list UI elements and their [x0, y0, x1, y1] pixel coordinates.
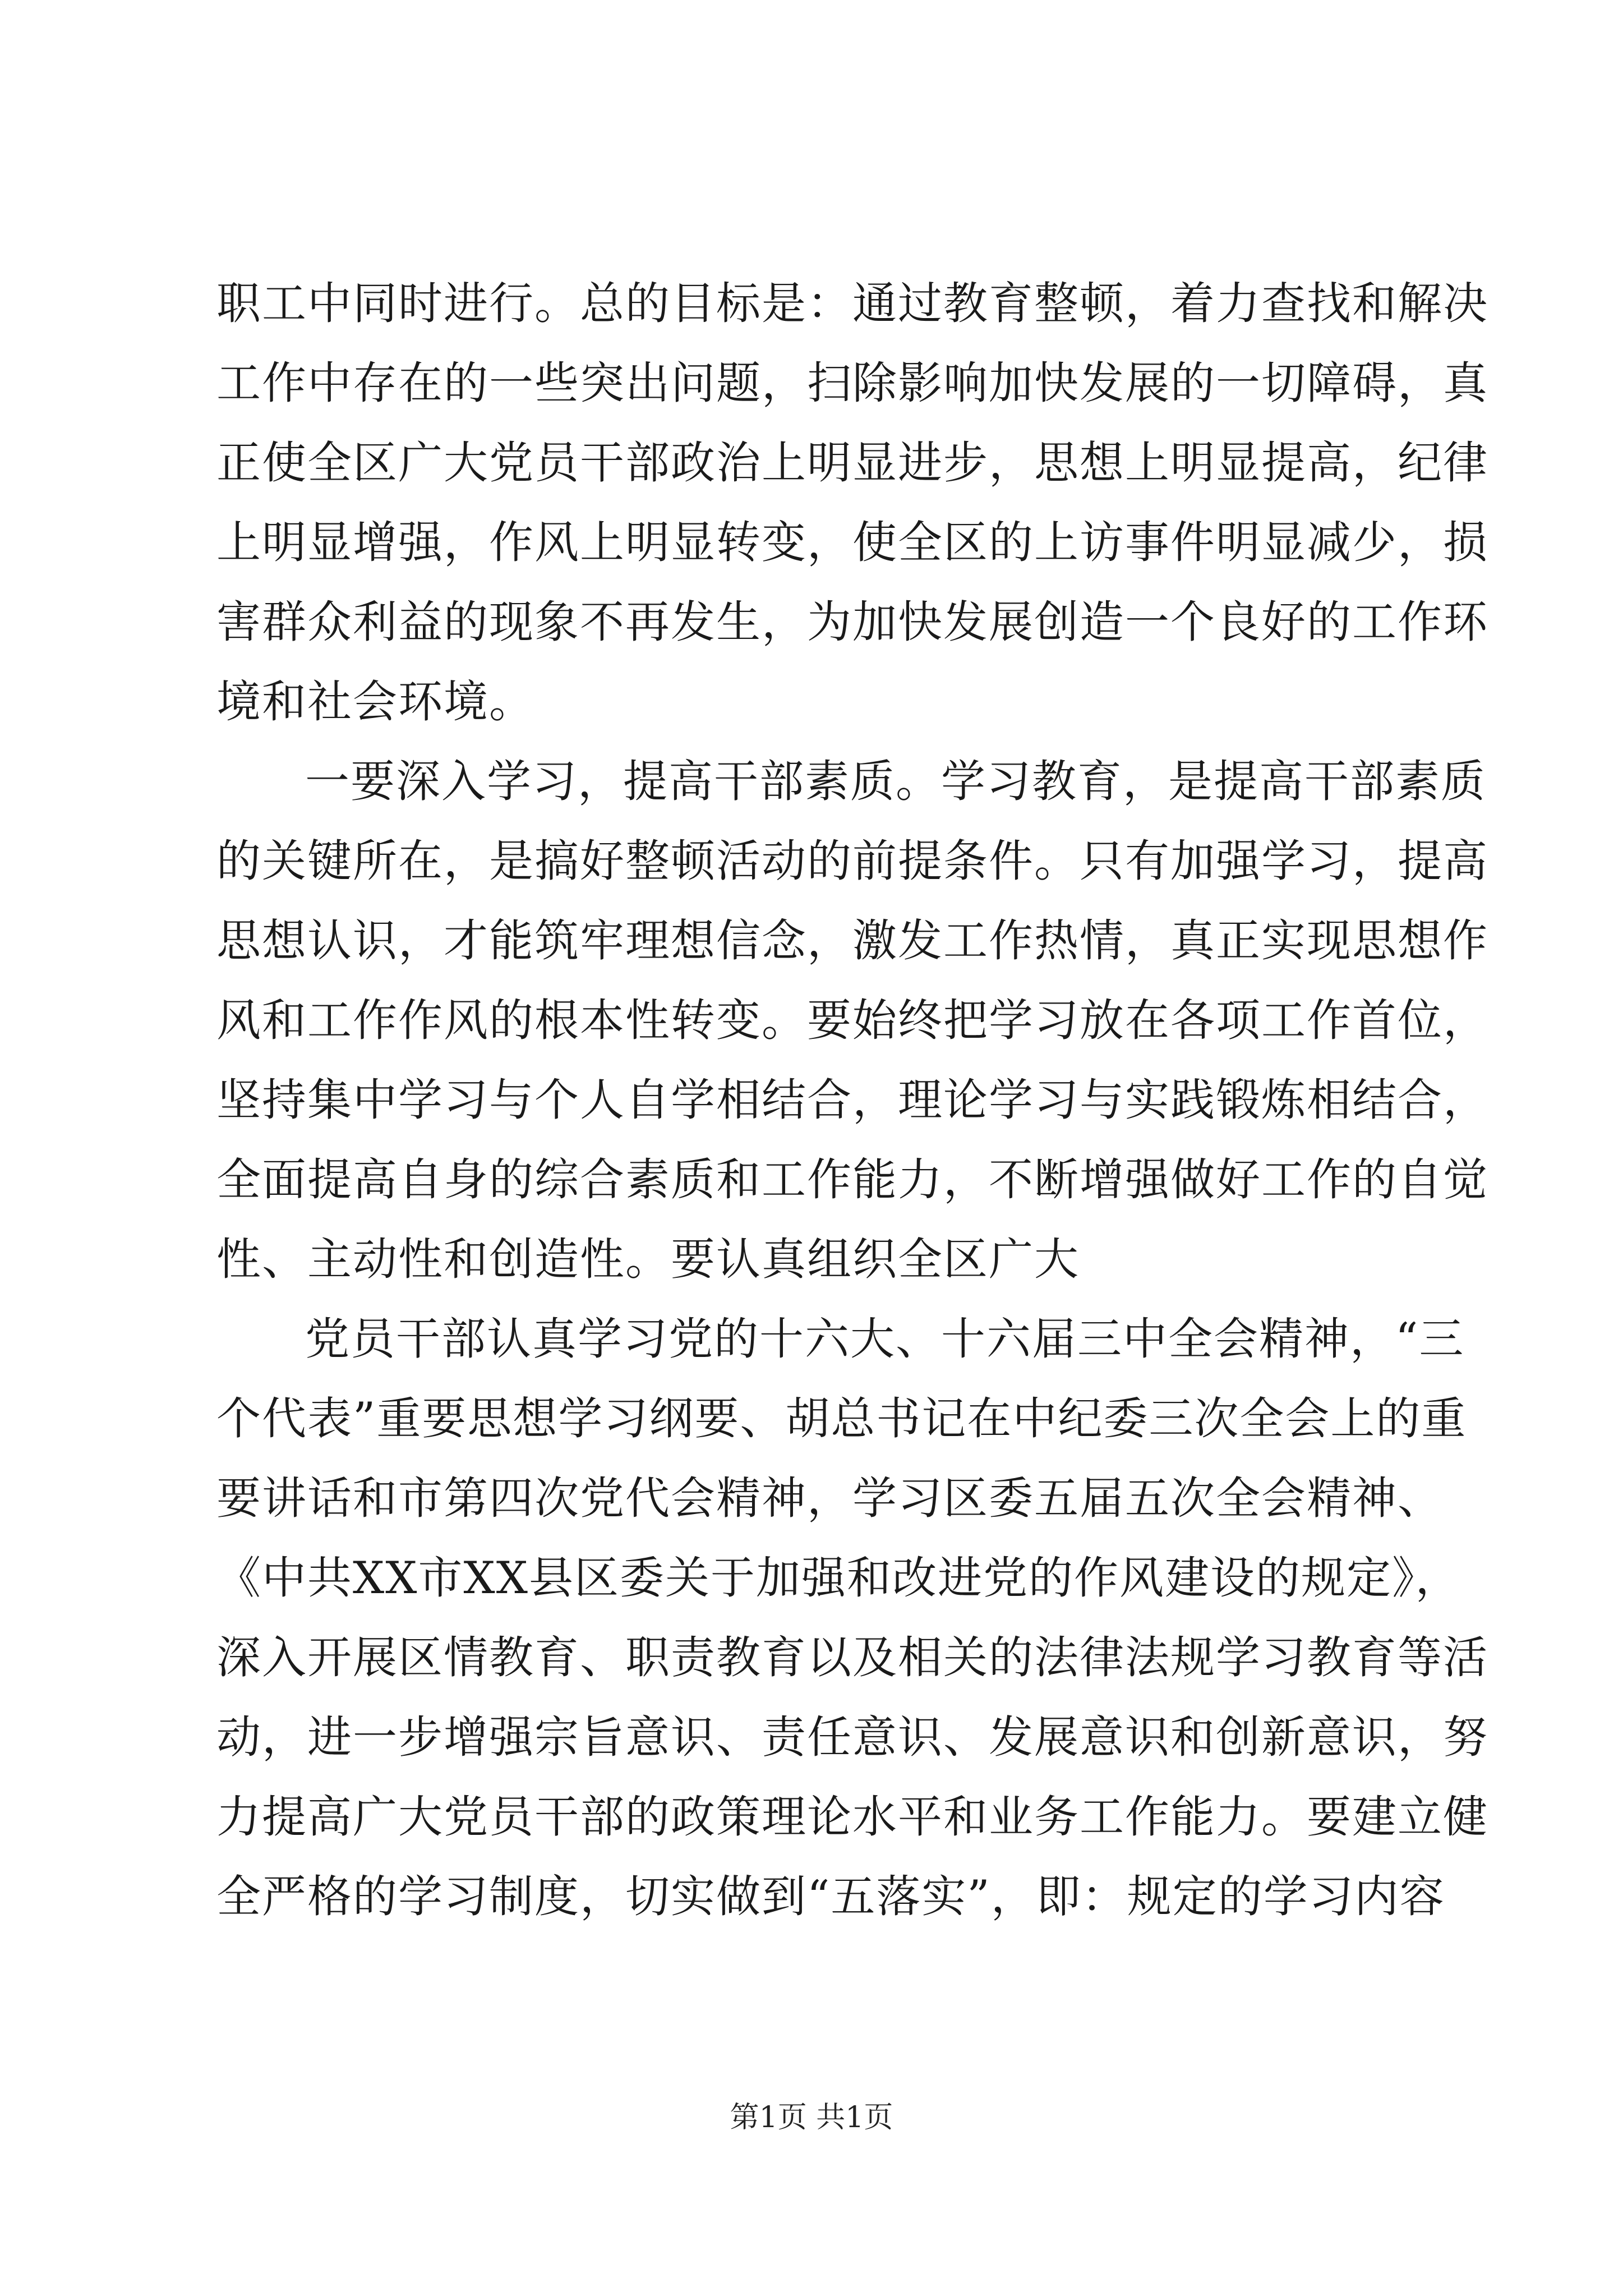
text-line: 风和工作作风的根本性转变。要始终把学习放在各项工作首位， — [216, 995, 1488, 1046]
text-line: 《中共XX市XX县区委关于加强和改进党的作风建设的规定》， — [216, 1552, 1461, 1604]
text-line: 动，进一步增强宗旨意识、责任意识、发展意识和创新意识，努 — [216, 1711, 1488, 1763]
text-line: 职工中同时进行。总的目标是：通过教育整顿，着力查找和解决 — [216, 278, 1488, 329]
text-line: 的关键所在，是搞好整顿活动的前提条件。只有加强学习，提高 — [216, 835, 1488, 887]
text-line: 力提高广大党员干部的政策理论水平和业务工作能力。要建立健 — [216, 1791, 1488, 1843]
paragraph-3 — [216, 1299, 1488, 1936]
text-line: 个代表”重要思想学习纲要、胡总书记在中纪委三次全会上的重 — [216, 1393, 1467, 1444]
paragraph-2 — [216, 742, 1488, 1299]
text-line: 要讲话和市第四次党代会精神，学习区委五届五次全会精神、 — [216, 1473, 1443, 1524]
document-body — [216, 264, 1488, 1936]
page-number-label: 第1页 共1页 — [730, 2101, 893, 2134]
paragraph-1 — [216, 264, 1488, 742]
text-line: 正使全区广大党员干部政治上明显进步，思想上明显提高，纪律 — [216, 437, 1488, 489]
text-line: 党员干部认真学习党的十六大、十六届三中全会精神，“三 — [305, 1313, 1465, 1365]
text-line: 思想认识，才能筑牢理想信念，激发工作热情，真正实现思想作 — [216, 915, 1488, 967]
text-line: 境和社会环境。 — [216, 676, 534, 728]
text-line: 性、主动性和创造性。要认真组织全区广大 — [216, 1234, 1080, 1285]
text-line: 害群众利益的现象不再发生，为加快发展创造一个良好的工作环 — [216, 596, 1488, 648]
text-line: 一要深入学习，提高干部素质。学习教育，是提高干部素质 — [305, 756, 1486, 807]
text-line: 全面提高自身的综合素质和工作能力，不断增强做好工作的自觉 — [216, 1154, 1488, 1205]
text-line: 上明显增强，作风上明显转变，使全区的上访事件明显减少，损 — [216, 517, 1488, 568]
text-line: 坚持集中学习与个人自学相结合，理论学习与实践锻炼相结合， — [216, 1074, 1488, 1126]
page-footer — [0, 2101, 1623, 2134]
text-line: 深入开展区情教育、职责教育以及相关的法律法规学习教育等活 — [216, 1632, 1488, 1683]
text-line: 工作中存在的一些突出问题，扫除影响加快发展的一切障碍，真 — [216, 357, 1488, 409]
text-line: 全严格的学习制度，切实做到“五落实”，即：规定的学习内容 — [216, 1871, 1445, 1922]
